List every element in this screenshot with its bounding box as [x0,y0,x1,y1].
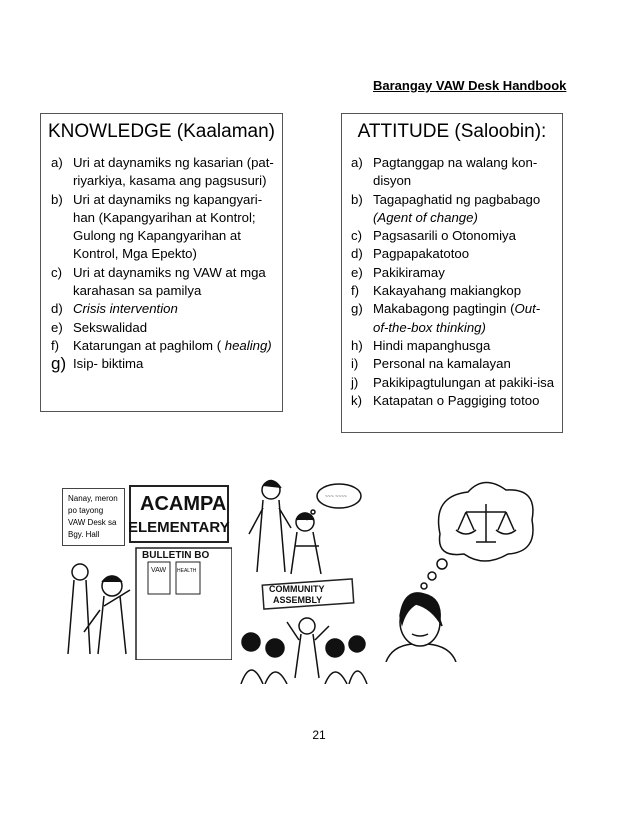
list-item: k) Katapatan o Paggiging totoo [351,392,540,408]
justice-thinking-illustration [372,476,540,662]
list-item: i) Personal na kamalayan [351,356,511,372]
attitude-title: ATTITUDE (Saloobin): [357,121,547,142]
attitude-list [351,154,562,410]
school-sign-line2: ELEMENTARY [128,519,230,536]
list-item: c) Pagsasarili o Otonomiya [351,228,516,244]
list-item: g) Isip- biktima [51,354,144,374]
poster-vaw: VAW [151,567,167,574]
school-sign-line1: ACAMPA [140,493,227,515]
list-item: g) Makabagong pagtingin (Out- of-the-box thinking) [351,301,541,335]
assembly-sign-line2: ASSEMBLY [273,595,323,605]
list-item: d) Crisis intervention [51,301,178,317]
list-item: f) Katarungan at paghilom ( healing) [51,337,272,353]
page-number: 21 [312,728,326,742]
knowledge-box [40,113,283,412]
list-item: e) Sekswalidad [51,319,148,335]
list-item: b) Uri at daynamiks ng kapangyari- han (Kapangyarihan at Kontrol; Gulong ng Kapangyarihan at Kontrol, Mga Epekto) [51,191,263,262]
knowledge-title: KNOWLEDGE (Kaalaman) [47,121,275,142]
list-item: h) Hindi mapanghusga [351,337,491,353]
list-item: a) Pagtanggap na walang kon- disyon [351,155,538,189]
list-item: d) Pagpapakatotoo [351,246,470,262]
thought-scribble: ~~~ ~~~~ [325,494,347,500]
assembly-sign-line1: COMMUNITY [269,584,325,594]
speech-bubble: Nanay, meron po tayong VAW Desk sa Bgy. Hall [62,488,125,546]
poster-health: HEALTH [177,568,197,574]
attitude-box [341,113,563,433]
bulletin-label: BULLETIN BO [142,550,210,561]
list-item: e) Pakikiramay [351,264,445,280]
community-assembly-illustration [235,578,368,684]
list-item: b) Tagapaghatid ng pagbabago (Agent of change) [351,191,541,225]
list-item: j) Pakikipagtulungan at pakiki-isa [351,374,555,390]
women-talking-illustration [243,476,373,576]
list-item: c) Uri at daynamiks ng VAW at mga karahasan sa pamilya [51,264,266,299]
list-item: a) Uri at daynamiks ng kasarian (pat- riyarkiya, kasama ang pagsusuri) [51,155,274,189]
handbook-title: Barangay VAW Desk Handbook [373,78,567,93]
list-item: f) Kakayahang makiangkop [351,283,522,299]
knowledge-list [51,154,282,374]
